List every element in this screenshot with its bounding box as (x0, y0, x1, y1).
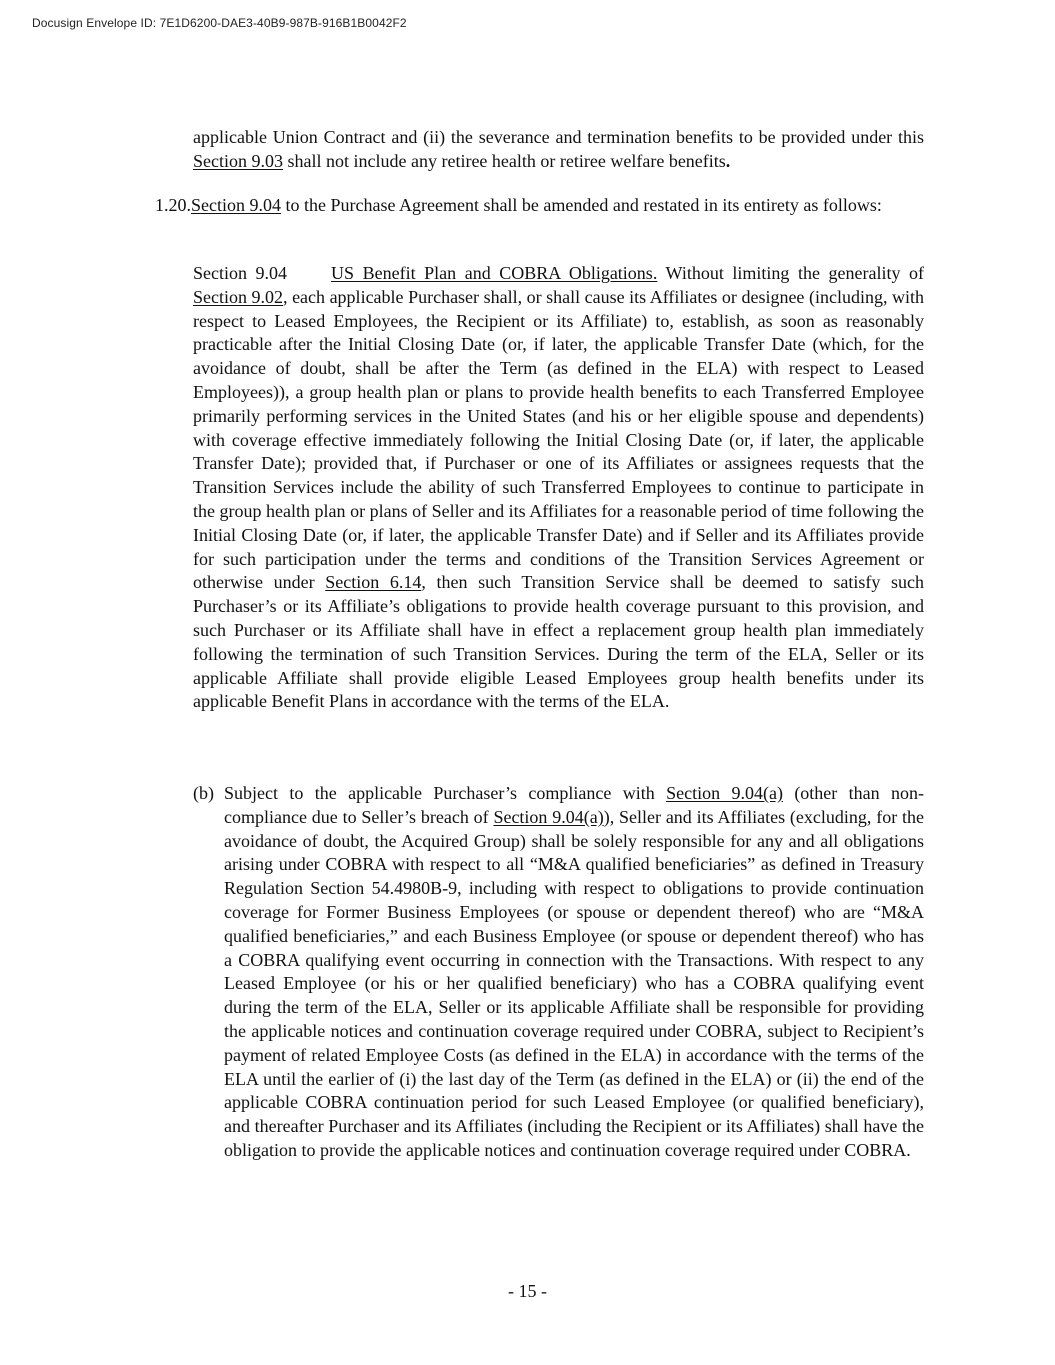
section-9-03-reference: Section 9.03 (193, 150, 283, 171)
section-9-04-text-1: Without limiting the generality of (657, 263, 924, 283)
section-9-04-paragraph (193, 262, 924, 714)
docusign-envelope-id: Docusign Envelope ID: 7E1D6200-DAE3-40B9-987B-916B1B0042F2 (32, 16, 407, 30)
continuation-text-2: shall not include any retiree health or retiree welfare benefits (283, 150, 726, 171)
continuation-paragraph (193, 126, 924, 174)
subsection-b-body (224, 782, 924, 1163)
section-9-04-heading: US Benefit Plan and COBRA Obligations. (331, 263, 658, 283)
subsection-b-text-3: ), Seller and its Affiliates (excluding, for the avoidance of doubt, the Acquired Group) shall be solely responsible for any and all obligations arising under COBRA with respect to all “M&A qualified beneficiaries” as defined in Treasury Regulation Section 54.4980B-9, including with respect to obligations to provide continuation coverage for Former Business Employees (or spouse or dependent thereof) who are “M&A qualified beneficiaries,” and each Business Employee (or spouse or dependent thereof) who has a COBRA qualifying event occurring in connection with the Transactions. With respect to any Leased Employee (or his or her qualified beneficiary) who has a COBRA qualifying event during the term of the ELA, Seller or its applicable Affiliate shall be responsible for providing the applicable notices and continuation coverage required under COBRA, subject to Recipient’s payment of related Employee Costs (as defined in the ELA) in accordance with the terms of the ELA until the earlier of (i) the last day of the Term (as defined in the ELA) or (ii) the end of the applicable COBRA continuation period for such Leased Employee (or qualified beneficiary), and thereafter Purchaser and its Affiliates (including the Recipient or its Affiliates) shall have the obligation to provide the applicable notices and continuation coverage required under COBRA. (224, 806, 924, 1160)
page-number: - 15 - (508, 1281, 547, 1301)
section-9-04-reference: Section 9.04 (191, 195, 281, 215)
item-1-20-text: to the Purchase Agreement shall be amended and restated in its entirety as follows: (281, 195, 882, 215)
item-1-20-paragraph (155, 194, 924, 218)
subsection-b-label: (b) (193, 783, 214, 803)
item-number: 1.20. (155, 195, 191, 215)
subsection-b-paragraph (193, 782, 924, 1163)
section-9-04a-reference-2: Section 9.04(a) (493, 806, 604, 827)
section-9-04-label: Section 9.04 (193, 263, 288, 283)
continuation-period: . (725, 150, 731, 171)
section-9-04a-reference-1: Section 9.04(a) (666, 783, 783, 803)
continuation-text-1: applicable Union Contract and (ii) the severance and termination benefits to be provided under this (193, 127, 924, 147)
section-6-14-reference: Section 6.14 (325, 572, 422, 593)
section-9-04-text-3: , then such Transition Service shall be deemed to satisfy such Purchaser’s or its Affiliate’s obligations to provide health coverage pursuant to this provision, and such Purchaser or its Affiliate shall have in effect a replacement group health plan immediately following the termination of such Transition Services. During the term of the ELA, Seller or its applicable Affiliate shall provide eligible Leased Employees group health benefits under its applicable Benefit Plans in accordance with the terms of the ELA. (193, 572, 925, 712)
subsection-b-text-1: Subject to the applicable Purchaser’s compliance with (224, 783, 667, 803)
subsection-b-text-2: (other than non-compliance due to Seller’s breach of (224, 783, 925, 827)
section-9-02-reference: Section 9.02 (193, 286, 284, 307)
section-9-04-text-2: , each applicable Purchaser shall, or shall cause its Affiliates or designee (including, with respect to Leased Employees, the Recipient or its Affiliate) to, establish, as soon as reasonably practicable after the Initial Closing Date (or, if later, the applicable Transfer Date (which, for the avoidance of doubt, shall be after the Term (as defined in the ELA) with respect to Leased Employees)), a group health plan or plans to provide health benefits to each Transferred Employee primarily performing services in the United States (and his or her eligible spouse and dependents) with coverage effective immediately following the Initial Closing Date (or, if later, the applicable Transfer Date); provided that, if Purchaser or one of its Affiliates or assignees requests that the Transition Services include the ability of such Transferred Employees to continue to participate in the group health plan or plans of Seller and its Affiliates for a reasonable period of time following the Initial Closing Date (or, if later, the applicable Transfer Date) and if Seller and its Affiliates provide for such participation under the terms and conditions of the Transition Services Agreement or otherwise under (193, 286, 924, 593)
